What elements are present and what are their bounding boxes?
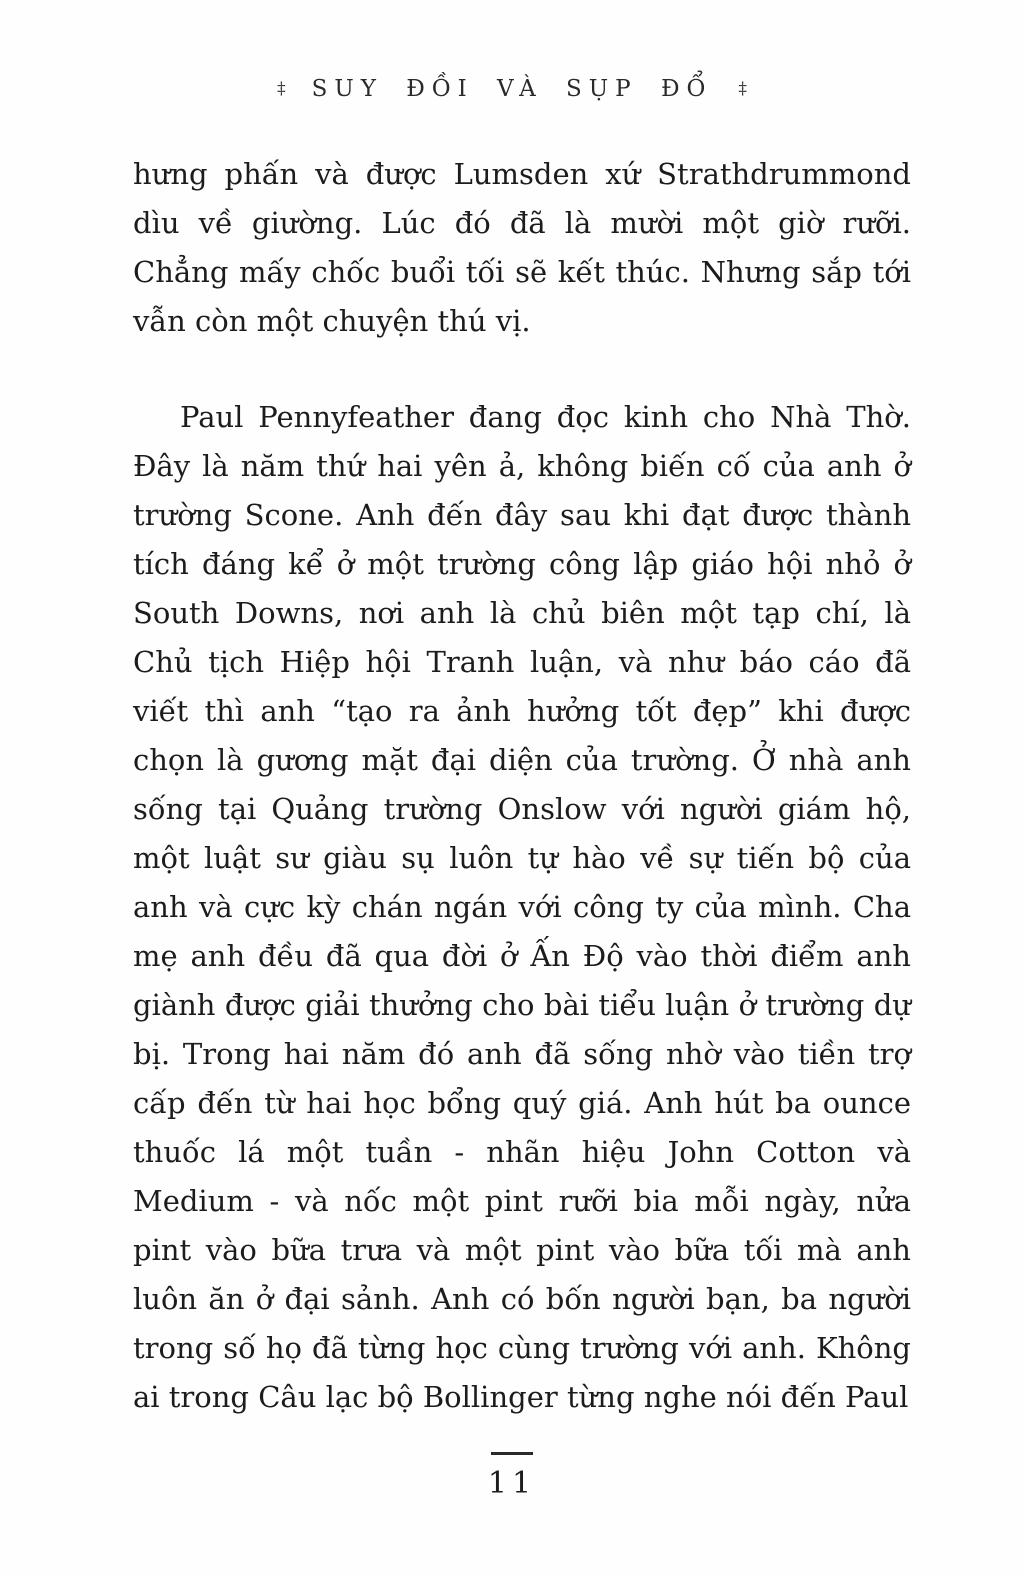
- running-header: [0, 76, 1024, 102]
- paragraph-continuation: hưng phấn và được Lumsden xứ Strathdrummond dìu về giường. Lúc đó đã là mười một giờ rưỡi. Chẳng mấy chốc buổi tối sẽ kết thúc. Nhưng sắp tới vẫn còn một chuyện thú vị.: [133, 157, 911, 338]
- page-footer: [0, 1452, 1024, 1501]
- footer-rule: [491, 1452, 533, 1455]
- paragraph-paul-pennyfeather: Paul Pennyfeather đang đọc kinh cho Nhà Thờ. Đây là năm thứ hai yên ả, không biến cố của anh ở trường Scone. Anh đến đây sau khi đạt được thành tích đáng kể ở một trường công lập giáo hội nhỏ ở South Downs, nơi anh là chủ biên một tạp chí, là Chủ tịch Hiệp hội Tranh luận, và như báo cáo đã viết thì anh “tạo ra ảnh hưởng tốt đẹp” khi được chọn là gương mặt đại diện của trường. Ở nhà anh sống tại Quảng trường Onslow với người giám hộ, một luật sư giàu sụ luôn tự hào về sự tiến bộ của anh và cực kỳ chán ngán với công ty của mình. Cha mẹ anh đều đã qua đời ở Ấn Độ vào thời điểm anh giành được giải thưởng cho bài tiểu luận ở trường dự bị. Trong hai năm đó anh đã sống nhờ vào tiền trợ cấp đến từ hai học bổng quý giá. Anh hút ba ounce thuốc lá một tuần - nhãn hiệu John Cotton và Medium - và nốc một pint rưỡi bia mỗi ngày, nửa pint vào bữa trưa và một pint vào bữa tối mà anh luôn ăn ở đại sảnh. Anh có bốn người bạn, ba người trong số họ đã từng học cùng trường với anh. Không ai trong Câu lạc bộ Bollinger từng nghe nói đến Paul: [133, 400, 911, 1414]
- page-body: [133, 150, 911, 1422]
- cross-ornament-right-icon: ‡: [738, 78, 747, 99]
- cross-ornament-left-icon: ‡: [277, 78, 286, 99]
- page-number: 11: [487, 1466, 537, 1501]
- running-header-title: SUY ĐỒI VÀ SỤP ĐỔ: [311, 76, 713, 102]
